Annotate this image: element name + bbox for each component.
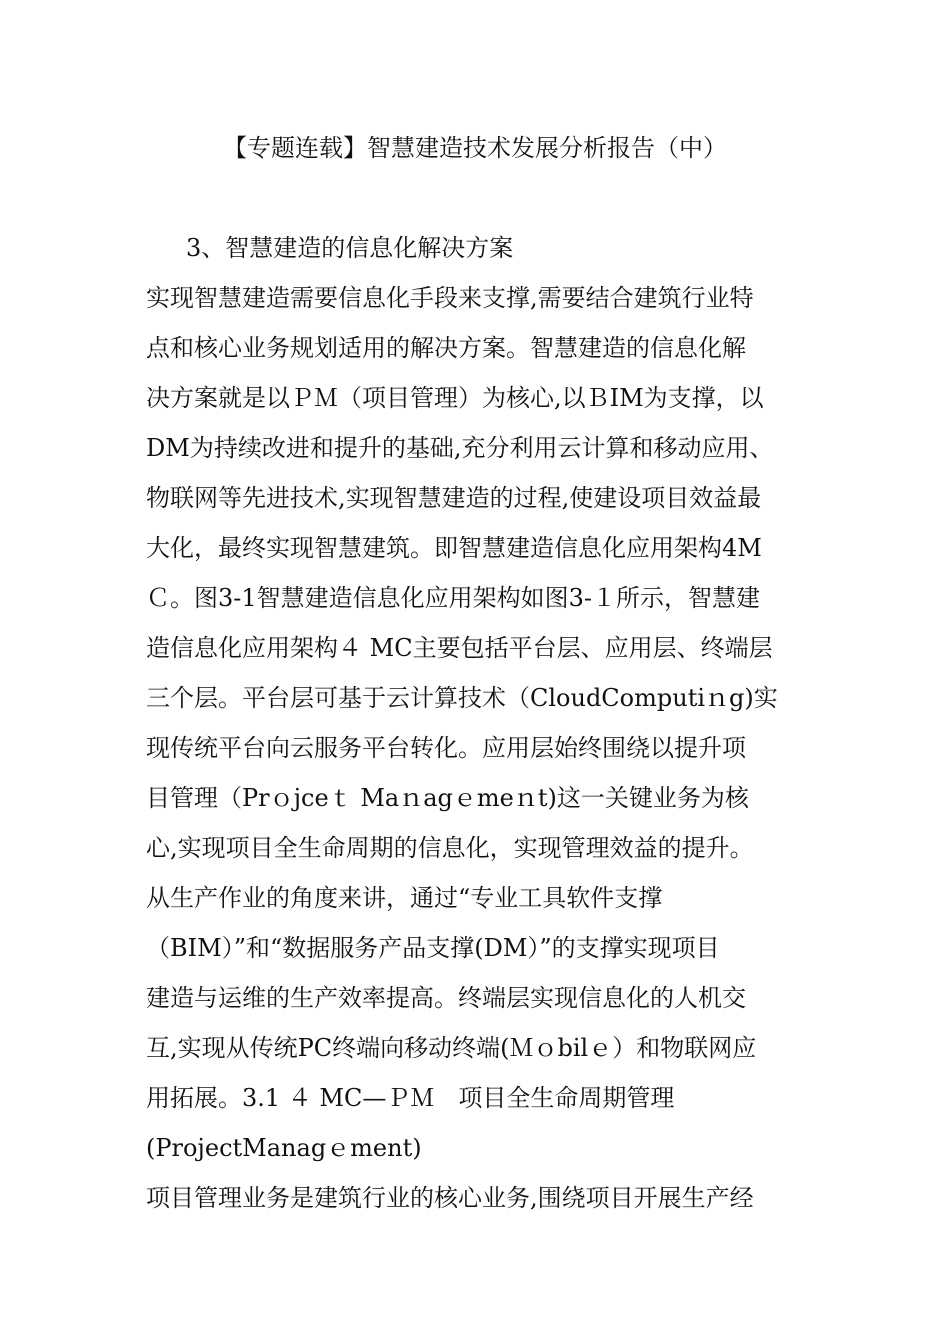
text-line: DM为持续改进和提升的基础,充分利用云计算和移动应用、: [146, 434, 774, 462]
text-line: 建造与运维的生产效率提高。终端层实现信息化的人机交: [146, 984, 746, 1012]
text-line: (ProjectManagｅment): [146, 1134, 422, 1162]
text-line: 项目管理业务是建筑行业的核心业务,围绕项目开展生产经: [146, 1184, 754, 1212]
text-line: 现传统平台向云服务平台转化。应用层始终围绕以提升项: [146, 734, 746, 762]
text-line: 从生产作业的角度来讲，通过“专业工具软件支撑: [146, 884, 663, 912]
text-line: （BIM）”和“数据服务产品支撑(DM）”的支撑实现项目: [146, 934, 720, 962]
text-line: 决方案就是以ＰＭ（项目管理）为核心,以ＢIM为支撑，以: [146, 384, 764, 412]
text-line: 互,实现从传统PC终端向移动终端(Ｍｏbilｅ）和物联网应: [146, 1034, 757, 1062]
section-heading: 3、智慧建造的信息化解决方案: [186, 234, 514, 262]
text-line: 实现智慧建造需要信息化手段来支撑,需要结合建筑行业特: [146, 284, 754, 312]
text-line: 物联网等先进技术,实现智慧建造的过程,使建设项目效益最: [146, 484, 762, 512]
text-line: 目管理（Prｏjceｔ Maｎagｅmeｎt)这一关键业务为核: [146, 784, 749, 812]
text-line: Ｃ。图3-1智慧建造信息化应用架构如图3-１所示，智慧建: [146, 584, 761, 612]
text-line: 造信息化应用架构４ MC主要包括平台层、应用层、终端层: [146, 634, 773, 662]
body-paragraph: [146, 278, 826, 1228]
text-line: 点和核心业务规划适用的解决方案。智慧建造的信息化解: [146, 334, 746, 362]
text-line: 心,实现项目全生命周期的信息化，实现管理效益的提升。: [146, 834, 754, 862]
text-line: 用拓展。3.1 ４ MC—ＰＭ 项目全生命周期管理: [146, 1084, 675, 1112]
document-title: 【专题连载】智慧建造技术发展分析报告（中）: [223, 134, 727, 162]
text-line: 大化，最终实现智慧建筑。即智慧建造信息化应用架构4M: [146, 534, 762, 562]
text-line: 三个层。平台层可基于云计算技术（CloudComputiｎg)实: [146, 684, 778, 712]
